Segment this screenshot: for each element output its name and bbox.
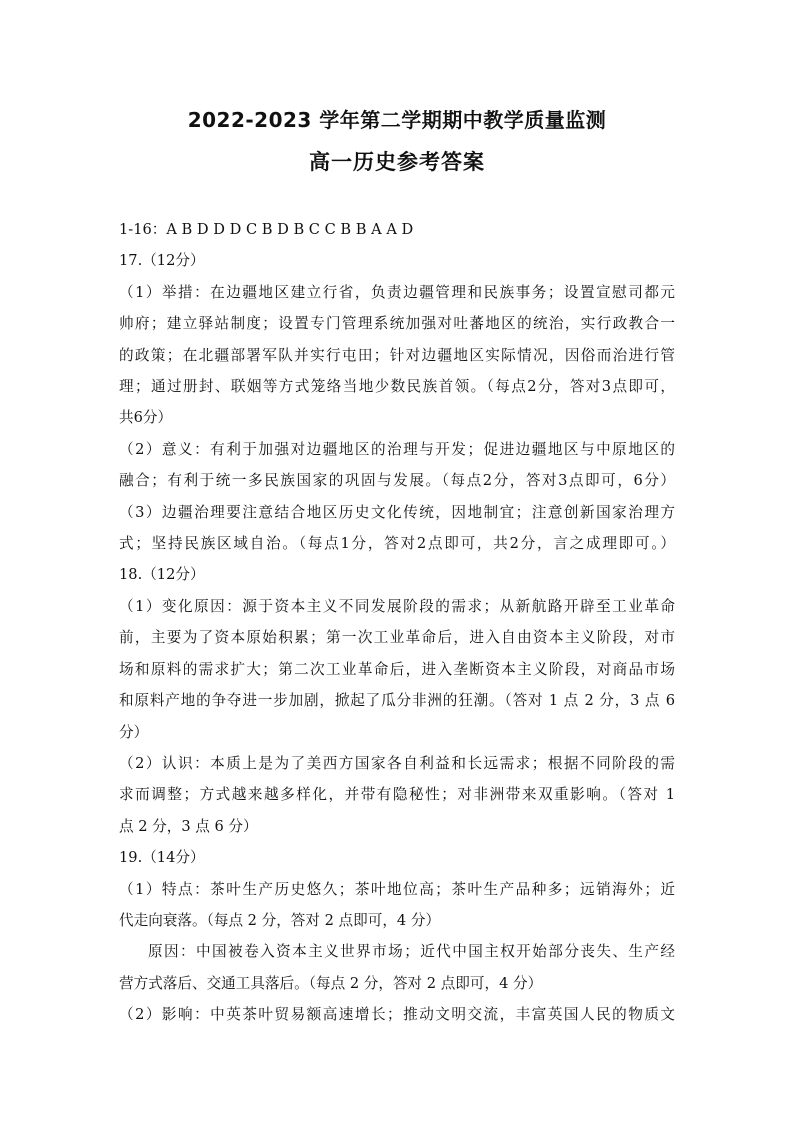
text-line: （3）边疆治理要注意结合地区历史文化传统，因地制宜；注意创新国家治理方	[119, 503, 675, 521]
text-line: 分）	[119, 723, 149, 741]
text-line: 共6分）	[119, 409, 173, 427]
text-line: 18.（12分）	[119, 566, 205, 584]
text-line: 前，主要为了资本原始积累；第一次工业革命后，进入自由资本主义阶段，对市	[119, 629, 675, 647]
text-line: 场和原料的需求扩大；第二次工业革命后，进入垄断资本主义阶段，对商品市场	[119, 660, 675, 678]
text-line: 融合；有利于统一多民族国家的巩固与发展。（每点2分，答对3点即可，6分）	[119, 472, 675, 490]
text-line: 19.（14分）	[119, 849, 205, 867]
text-line: 17.（12分）	[119, 252, 205, 270]
answer-body	[119, 214, 675, 1031]
text-line: （2）意义：有利于加强对边疆地区的治理与开发；促进边疆地区与中原地区的	[119, 440, 675, 458]
text-line: 1-16：A B D D D C B D B C C B B A A D	[119, 221, 414, 238]
text-line: 原因：中国被卷入资本主义世界市场；近代中国主权开始部分丧失、生产经	[148, 943, 675, 961]
document-subtitle: 高一历史参考答案	[309, 150, 485, 174]
text-line: （2）认识：本质上是为了美西方国家各自利益和长远需求；根据不同阶段的需	[119, 754, 675, 772]
text-line: 代走向衰落。（每点 2 分，答对 2 点即可，4 分）	[119, 911, 441, 929]
text-line: 营方式落后、交通工具落后。（每点 2 分，答对 2 点即可，4 分）	[119, 974, 543, 992]
document-title: 2022-2023 学年第二学期期中教学质量监测	[187, 108, 607, 132]
text-line: 点 2 分，3 点 6 分）	[119, 817, 258, 835]
text-line: 理；通过册封、联姻等方式笼络当地少数民族首领。（每点2分，答对3点即可，	[119, 378, 675, 396]
text-line: 和原料产地的争夺进一步加剧，掀起了瓜分非洲的狂潮。（答对 1 点 2 分，3 点 6	[119, 692, 675, 710]
text-line: （1）特点：茶叶生产历史悠久；茶叶地位高；茶叶生产品种多；远销海外；近	[119, 880, 675, 898]
text-line: （1）变化原因：源于资本主义不同发展阶段的需求；从新航路开辟至工业革命	[119, 597, 675, 615]
text-line: 帅府；建立驿站制度；设置专门管理系统加强对吐蕃地区的统治，实行政教合一	[119, 315, 675, 333]
text-line: 式；坚持民族区域自治。（每点1分，答对2点即可，共2分，言之成理即可。）	[119, 535, 675, 553]
text-line: （2）影响：中英茶叶贸易额高速增长；推动文明交流，丰富英国人民的物质文	[119, 1006, 675, 1024]
text-line: 求而调整；方式越来越多样化，并带有隐秘性；对非洲带来双重影响。（答对 1	[119, 786, 675, 804]
text-line: 的政策；在北疆部署军队并实行屯田；针对边疆地区实际情况，因俗而治进行管	[119, 346, 675, 364]
text-line: （1）举措：在边疆地区建立行省，负责边疆管理和民族事务；设置宣慰司都元	[119, 283, 675, 301]
